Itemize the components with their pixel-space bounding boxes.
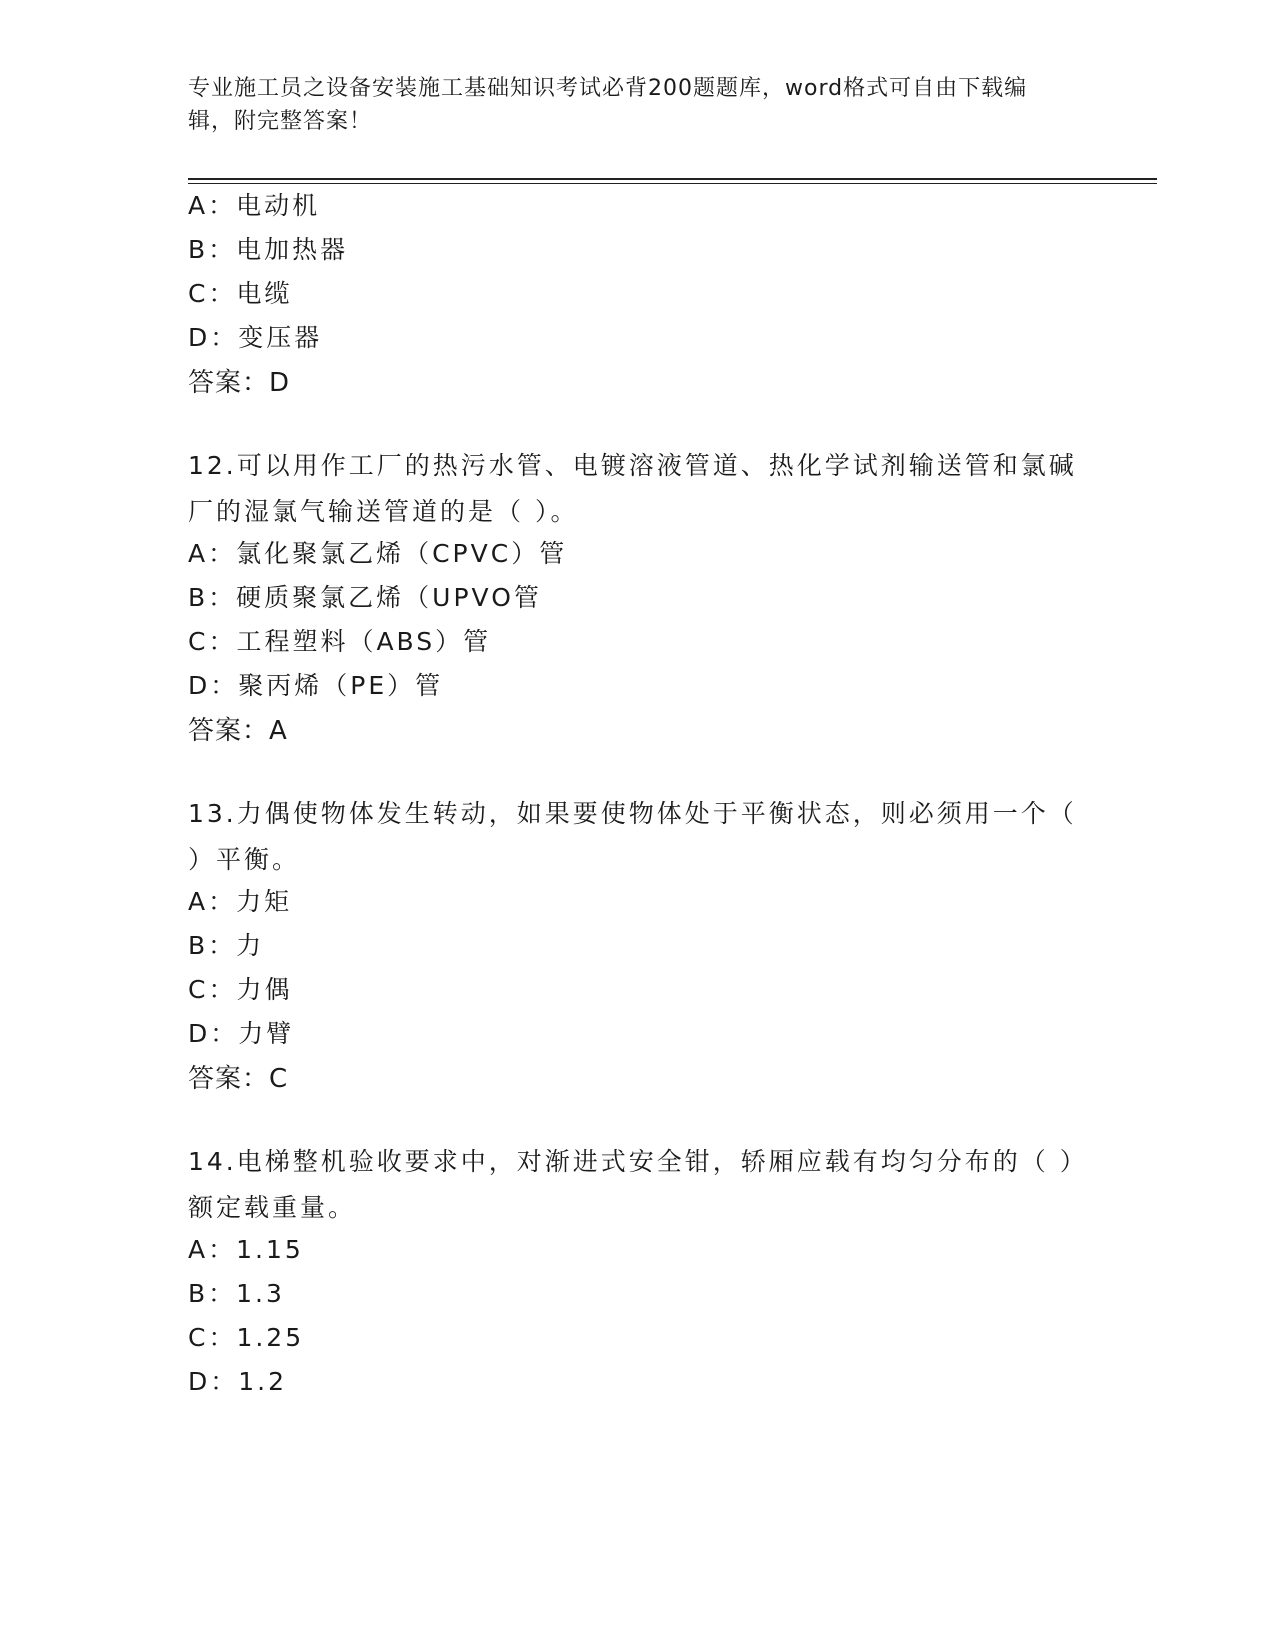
q13-answer: 答案：C: [188, 1064, 289, 1094]
q12-answer: 答案：A: [188, 716, 288, 746]
q14-question: 14.电梯整机验收要求中，对渐进式安全钳，轿厢应载有均匀分布的（ ）额定载重量。: [188, 1147, 1076, 1222]
q11-option-b: B：电加热器: [188, 235, 349, 264]
header-divider-thick: [188, 178, 1157, 180]
q14-option-b: B：1.3: [188, 1279, 285, 1308]
q13-option-d: D：力臂: [188, 1019, 295, 1048]
q14-option-d: D：1.2: [188, 1367, 288, 1396]
q12-option-d: D：聚丙烯（PE）管: [188, 671, 444, 700]
q11-option-d: D：变压器: [188, 323, 323, 352]
q13-option-b: B：力: [188, 931, 265, 960]
q13-option-a: A：力矩: [188, 887, 293, 916]
q11-option-c: C：电缆: [188, 279, 293, 308]
q14-option-c: C：1.25: [188, 1323, 305, 1352]
q13-question: 13.力偶使物体发生转动，如果要使物体处于平衡状态，则必须用一个（ ）平衡。: [188, 799, 1077, 874]
q13-option-c: C：力偶: [188, 975, 293, 1004]
q12-option-c: C：工程塑料（ABS）管: [188, 627, 492, 656]
q11-answer: 答案：D: [188, 368, 291, 398]
header-divider-thin: [188, 183, 1157, 184]
document-header: 专业施工员之设备安装施工基础知识考试必背200题题库，word格式可自由下载编辑，附完整答案！: [188, 76, 1028, 134]
q12-question: 12.可以用作工厂的热污水管、电镀溶液管道、热化学试剂输送管和氯碱厂的湿氯气输送管道的是（ ）。: [188, 451, 1077, 526]
q12-option-a: A：氯化聚氯乙烯（CPVC）管: [188, 539, 568, 568]
q14-option-a: A：1.15: [188, 1235, 304, 1264]
q12-option-b: B：硬质聚氯乙烯（UPVO管: [188, 583, 542, 612]
q11-option-a: A：电动机: [188, 191, 321, 220]
